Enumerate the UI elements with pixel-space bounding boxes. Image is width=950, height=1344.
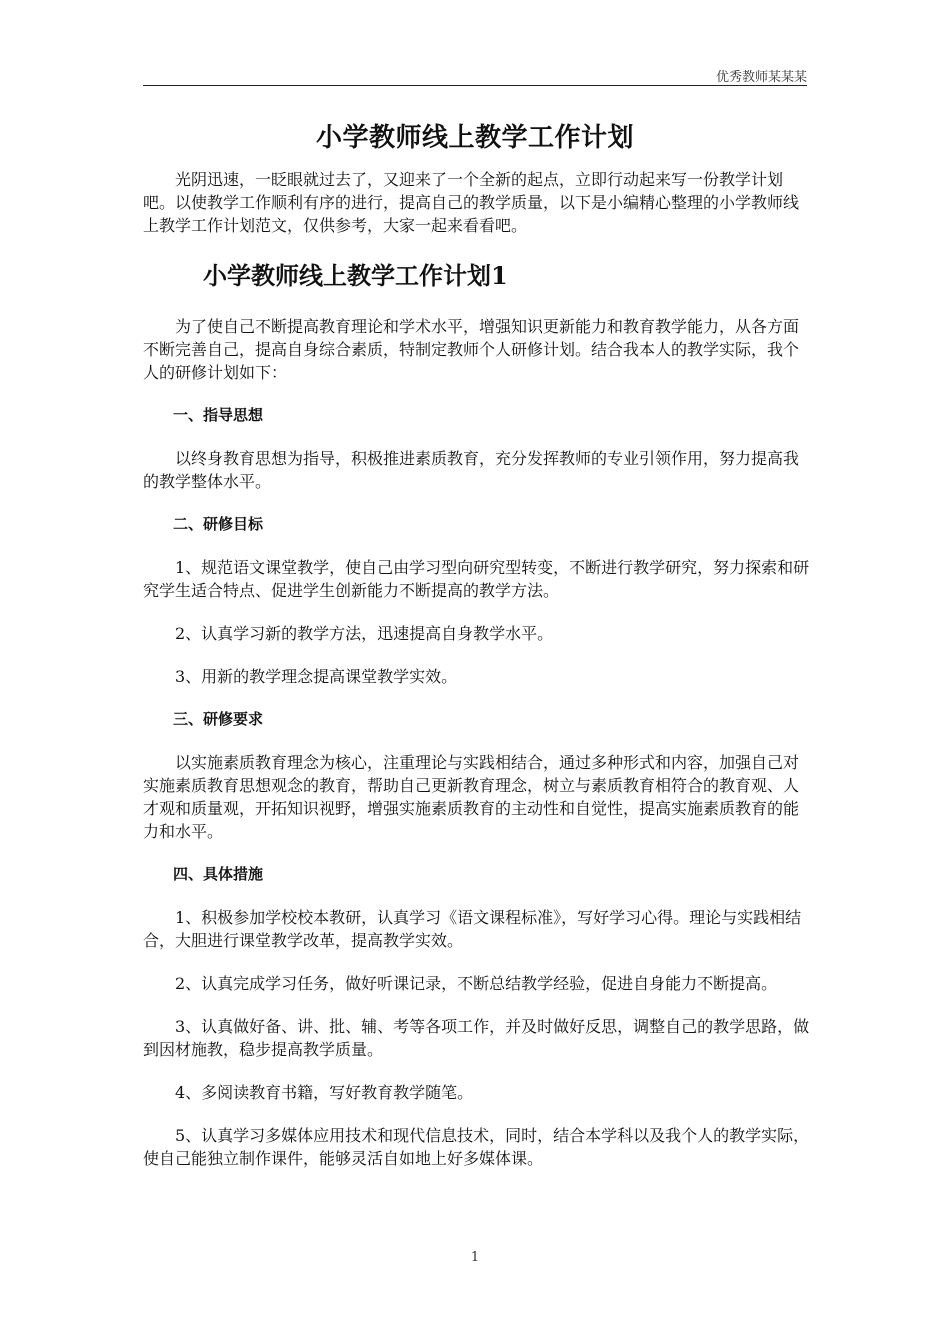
list-item: 4、多阅读教育书籍，写好教育教学随笔。 bbox=[175, 1083, 474, 1102]
header-divider bbox=[143, 85, 807, 86]
list-item: 3、用新的教学理念提高课堂教学实效。 bbox=[175, 667, 458, 686]
opening-paragraph: 为了使自己不断提高教育理论和学术水平，增强知识更新能力和教育教学能力，从各方面不断完善自己，提高自身综合素质，特制定教师个人研修计划。结合我本人的教学实际，我个人的研修计划如下： bbox=[143, 317, 800, 382]
section-subtitle: 小学教师线上教学工作计划1 bbox=[203, 261, 508, 290]
intro-paragraph: 光阴迅速，一眨眼就过去了，又迎来了一个全新的起点，立即行动起来写一份教学计划吧。以使教学工作顺利有序的进行，提高自己的教学质量，以下是小编精心整理的小学教师线上教学工作计划范文，仅供参考，大家一起来看看吧。 bbox=[143, 170, 800, 235]
section-heading-training-goals: 二、研修目标 bbox=[173, 515, 264, 533]
list-item: 1、积极参加学校校本教研，认真学习《语文课程标准》，写好学习心得。理论与实践相结合，大胆进行课堂教学改革，提高教学实效。 bbox=[143, 908, 802, 950]
list-item: 5、认真学习多媒体应用技术和现代信息技术，同时，结合本学科以及我个人的教学实际，使自己能独立制作课件，能够灵活自如地上好多媒体课。 bbox=[143, 1126, 810, 1168]
page-number: 1 bbox=[470, 1250, 480, 1265]
document-body bbox=[143, 168, 813, 1190]
list-item: 2、认真学习新的教学方法，迅速提高自身教学水平。 bbox=[175, 624, 554, 643]
page-header-text: 优秀教师某某某 bbox=[715, 70, 807, 85]
list-item: 1、规范语文课堂教学，使自己由学习型向研究型转变，不断进行教学研究，努力探索和研究学生适合特点、促进学生创新能力不断提高的教学方法。 bbox=[143, 558, 810, 600]
section-heading-training-requirements: 三、研修要求 bbox=[173, 710, 264, 728]
paragraph: 以终身教育思想为指导，积极推进素质教育，充分发挥教师的专业引领作用，努力提高我的教学整体水平。 bbox=[143, 449, 800, 491]
list-item: 3、认真做好备、讲、批、辅、考等各项工作，并及时做好反思，调整自己的教学思路，做到因材施教，稳步提高教学质量。 bbox=[143, 1017, 810, 1059]
list-item: 2、认真完成学习任务，做好听课记录，不断总结教学经验，促进自身能力不断提高。 bbox=[175, 974, 778, 993]
document-title: 小学教师线上教学工作计划 bbox=[315, 123, 634, 153]
section-heading-specific-measures: 四、具体措施 bbox=[173, 865, 264, 883]
paragraph: 以实施素质教育理念为核心，注重理论与实践相结合，通过多种形式和内容，加强自己对实施素质教育思想观念的教育，帮助自己更新教育理念，树立与素质教育相符合的教育观、人才观和质量观，开拓知识视野，增强实施素质教育的主动性和自觉性，提高实施素质教育的能力和水平。 bbox=[143, 753, 800, 841]
section-heading-guiding-ideology: 一、指导思想 bbox=[173, 406, 264, 424]
